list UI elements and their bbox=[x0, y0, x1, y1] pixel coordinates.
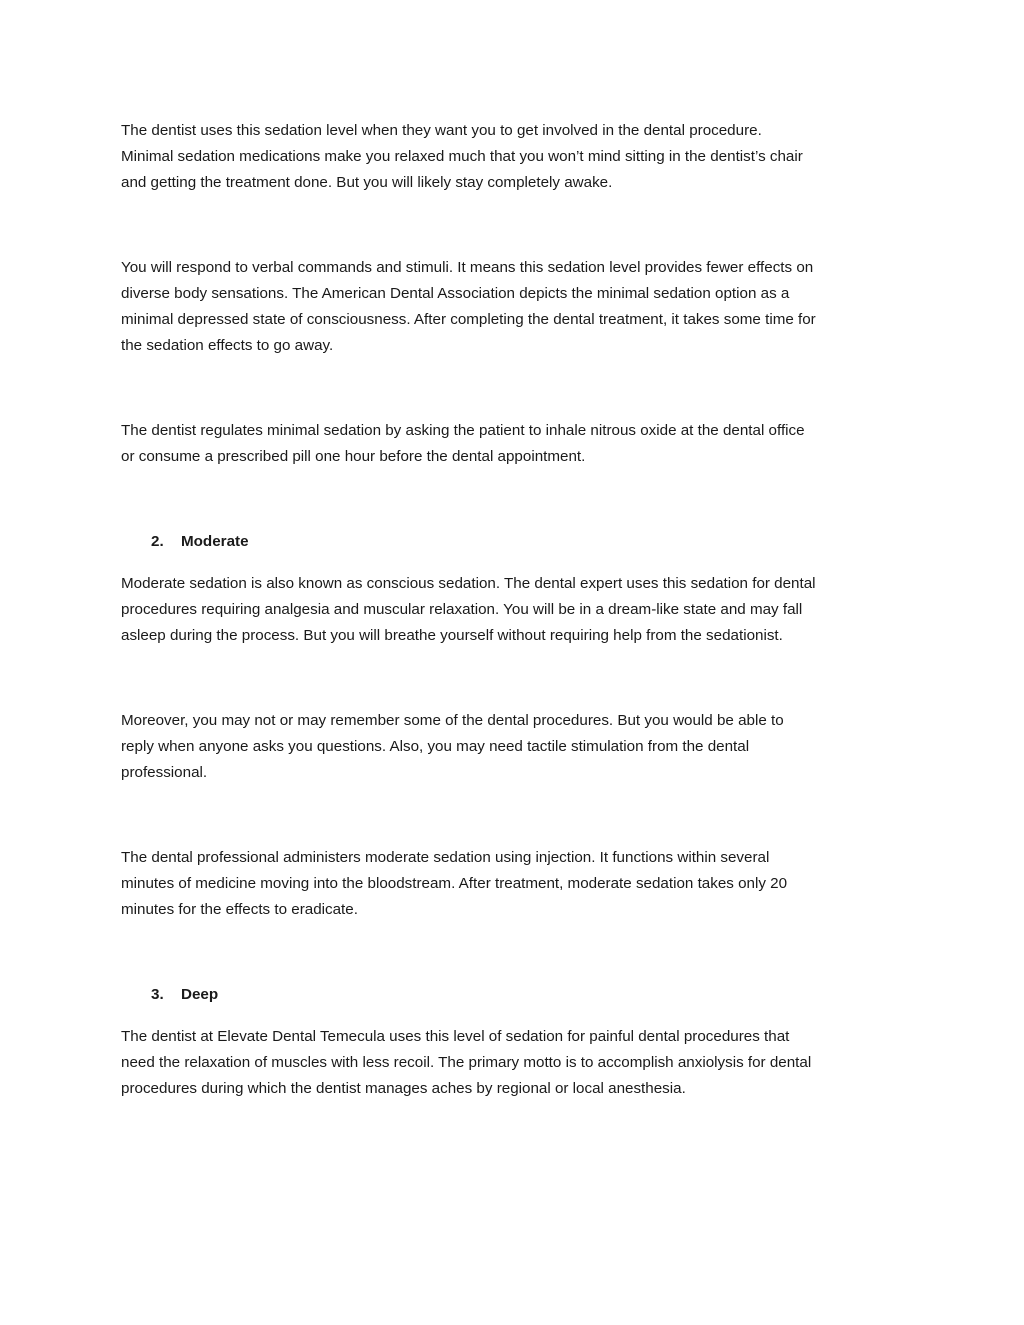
paragraph-minimal-response bbox=[121, 255, 921, 359]
paragraph-deep-intro bbox=[121, 1024, 921, 1102]
paragraph-minimal-intro bbox=[121, 118, 921, 196]
text-line: diverse body sensations. The American Dental Association depicts the minimal sedation option as a bbox=[121, 285, 790, 302]
paragraph-moderate-administration bbox=[121, 845, 921, 923]
heading-deep bbox=[151, 982, 218, 1008]
text-line: Moreover, you may not or may remember some of the dental procedures. But you would be able to bbox=[121, 712, 784, 729]
text-line: or consume a prescribed pill one hour before the dental appointment. bbox=[121, 448, 586, 465]
heading-number: 3. bbox=[151, 986, 164, 1003]
text-line: The dentist regulates minimal sedation by asking the patient to inhale nitrous oxide at the dental office bbox=[121, 422, 805, 439]
paragraph-moderate-intro bbox=[121, 571, 921, 649]
text-line: and getting the treatment done. But you will likely stay completely awake. bbox=[121, 174, 613, 191]
text-line: minutes for the effects to eradicate. bbox=[121, 901, 358, 918]
text-line: the sedation effects to go away. bbox=[121, 337, 334, 354]
text-line: professional. bbox=[121, 764, 208, 781]
heading-moderate bbox=[151, 529, 249, 555]
text-line: procedures requiring analgesia and muscular relaxation. You will be in a dream-like state and may fall bbox=[121, 601, 803, 618]
heading-number: 2. bbox=[151, 533, 164, 550]
text-line: need the relaxation of muscles with less recoil. The primary motto is to accomplish anxiolysis for dental bbox=[121, 1054, 812, 1071]
text-line: The dental professional administers moderate sedation using injection. It functions within several bbox=[121, 849, 770, 866]
text-line: Minimal sedation medications make you relaxed much that you won’t mind sitting in the dentist’s chair bbox=[121, 148, 803, 165]
text-line: reply when anyone asks you questions. Also, you may need tactile stimulation from the dental bbox=[121, 738, 750, 755]
text-line: The dentist at Elevate Dental Temecula uses this level of sedation for painful dental procedures that bbox=[121, 1028, 790, 1045]
text-line: Moderate sedation is also known as conscious sedation. The dental expert uses this sedation for dental bbox=[121, 575, 816, 592]
paragraph-minimal-regulation bbox=[121, 418, 921, 470]
text-line: minutes of medicine moving into the bloodstream. After treatment, moderate sedation takes only 20 bbox=[121, 875, 788, 892]
text-line: The dentist uses this sedation level when they want you to get involved in the dental procedure. bbox=[121, 122, 762, 139]
paragraph-moderate-memory bbox=[121, 708, 921, 786]
text-line: minimal depressed state of consciousness. After completing the dental treatment, it takes some time for bbox=[121, 311, 816, 328]
text-line: asleep during the process. But you will breathe yourself without requiring help from the sedationist. bbox=[121, 627, 783, 644]
heading-title: Deep bbox=[181, 986, 219, 1003]
text-line: You will respond to verbal commands and stimuli. It means this sedation level provides fewer effects on bbox=[121, 259, 814, 276]
heading-title: Moderate bbox=[181, 533, 249, 550]
text-line: procedures during which the dentist manages aches by regional or local anesthesia. bbox=[121, 1080, 686, 1097]
